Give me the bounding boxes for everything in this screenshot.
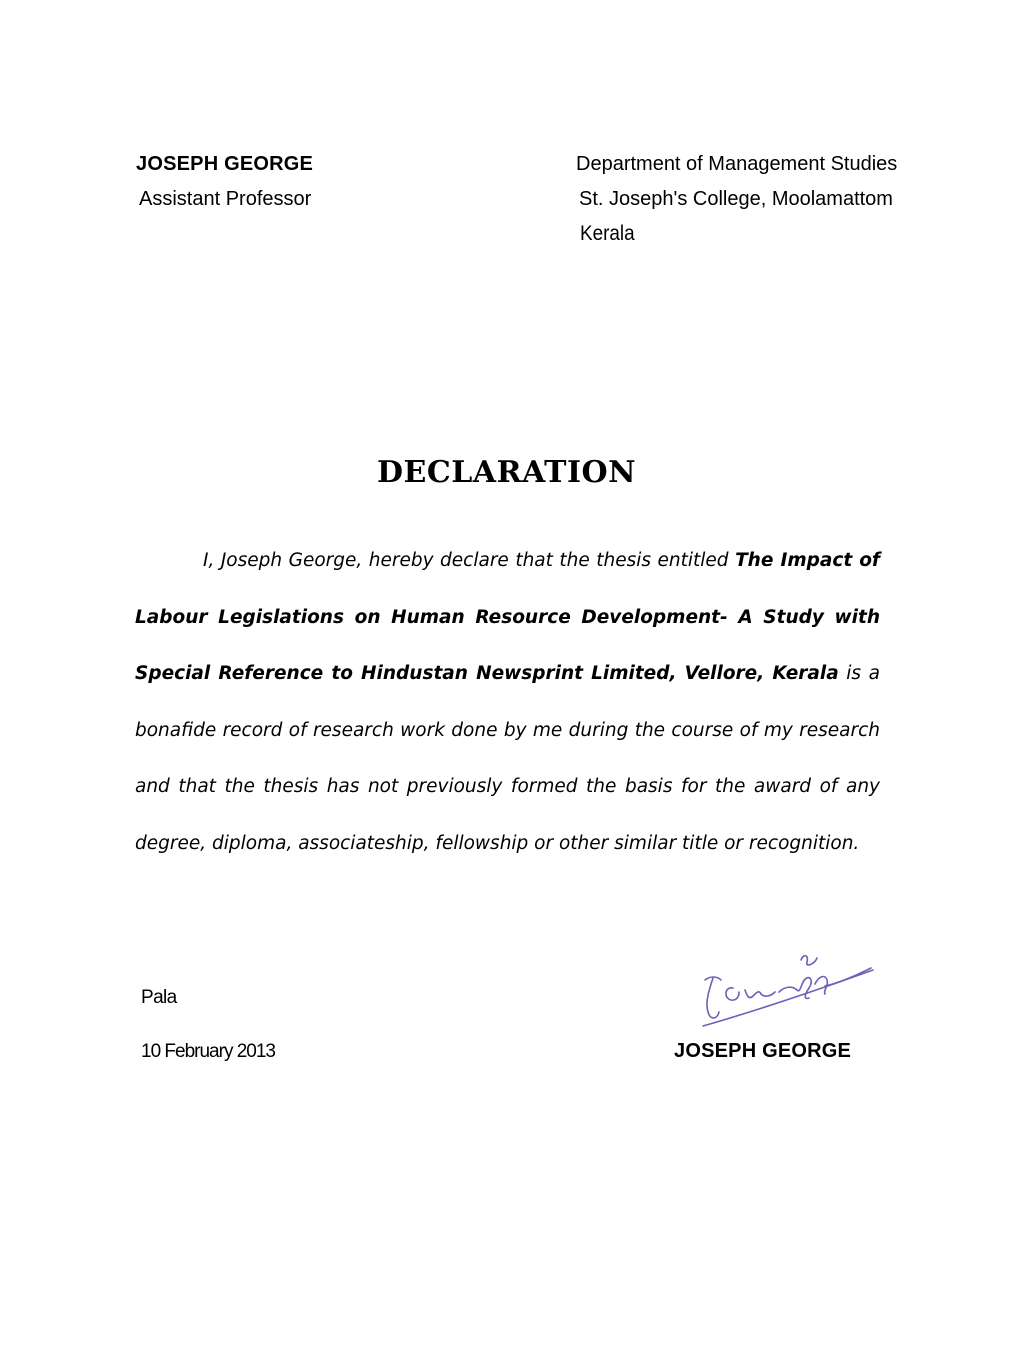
institution-block bbox=[576, 153, 897, 246]
department-name: Department of Management Studies bbox=[576, 153, 898, 175]
declaration-body bbox=[135, 533, 880, 872]
page-title: DECLARATION bbox=[376, 455, 637, 490]
declaration-rest: is a bonafide record of research work done by me during the course of my research and that the thesis has not previously formed the basis for the award of any degree, diploma, associateship, fellowship or other similar title or recognition. bbox=[135, 663, 880, 854]
place: Pala bbox=[141, 987, 177, 1008]
author-title: Assistant Professor bbox=[139, 188, 312, 210]
author-name: JOSEPH GEORGE bbox=[136, 153, 314, 175]
state-name: Kerala bbox=[580, 222, 635, 245]
college-name: St. Joseph's College, Moolamattom bbox=[579, 188, 893, 210]
date: 10 February 2013 bbox=[141, 1041, 275, 1062]
thesis-title: The Impact of Labour Legislations on Human Resource Development- A Study with Special Reference to Hindustan Newsprint Limited, Vellore, Kerala bbox=[135, 550, 880, 684]
declaration-intro: I, Joseph George, hereby declare that the thesis entitled bbox=[203, 550, 736, 571]
signature-icon bbox=[675, 940, 875, 1035]
signer-name: JOSEPH GEORGE bbox=[674, 1040, 852, 1062]
author-block bbox=[136, 153, 313, 211]
